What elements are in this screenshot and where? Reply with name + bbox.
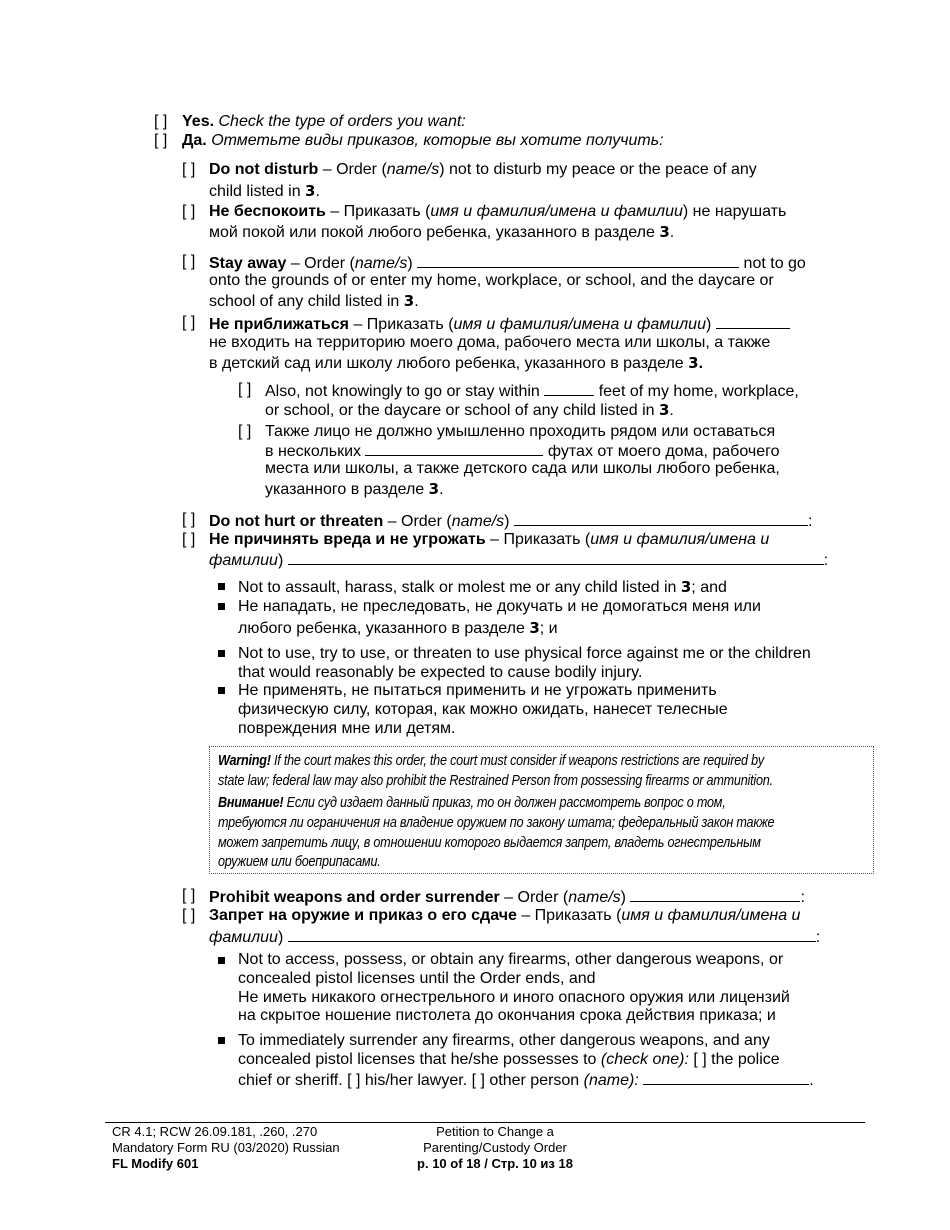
also-text-2: or school, or the daycare or school of any child listed in 3. [265,401,674,419]
warning-ru-3: может запретить лицу, в отношении которого выдается запрет, владеть огнестрельным [218,835,761,851]
weapons-bullet-2-c: chief or sheriff. [ ] his/her lawyer. [ ] other person (name): . [238,1069,814,1091]
warning-ru-2: требуются ли ограничения на владение оружием по закону штата; федеральный закон также [218,815,775,831]
disturb-text: Do not disturb – Order (name/s) not to disturb my peace or the peace of any [209,161,757,178]
weapons-bullet-1: Not to access, possess, or obtain any firearms, other dangerous weapons, or [238,951,784,968]
bullet [218,650,225,657]
weapons-bullet-2: To immediately surrender any firearms, other dangerous weapons, and any [238,1032,770,1049]
weapons-checkbox[interactable]: [ ] [182,887,196,904]
warning-ru-1: Внимание! Если суд издает данный приказ, то он должен рассмотреть вопрос о том, [218,795,726,811]
stay-away-ru-name-field[interactable] [716,313,790,329]
hurt-ru-text: Не причинять вреда и не угрожать – Приказать (имя и фамилия/имена и [209,531,770,548]
hurt-bullet-2-b: that would reasonably be expected to cause bodily injury. [238,664,643,681]
footer-form-id: FL Modify 601 [112,1156,199,1171]
stay-away-text-2: onto the grounds of or enter my home, workplace, or school, and the daycare or [209,272,774,289]
feet-ru-field[interactable] [365,440,543,456]
weapons-bullet-1-b: concealed pistol licenses until the Order ends, and [238,970,596,987]
hurt-bullet-1-ru-2: любого ребенка, указанного в разделе 3; и [238,619,558,637]
hurt-text: Do not hurt or threaten – Order (name/s) : [209,510,812,532]
also-ru-text-4: указанного в разделе 3. [265,480,444,498]
hurt-ru-name-field[interactable] [288,549,824,565]
yes-checkbox[interactable]: [ ] [154,113,168,130]
footer-rcw: CR 4.1; RCW 26.09.181, .260, .270 [112,1124,318,1139]
weapons-text: Prohibit weapons and order surrender – Order (name/s) : [209,886,805,908]
hurt-bullet-2-ru: Не применять, не пытаться применить и не угрожать применить [238,682,717,699]
hurt-bullet-2-ru-3: повреждения мне или детям. [238,720,456,737]
stay-away-ru-text: Не приближаться – Приказать (имя и фамилия/имена и фамилии) [209,313,790,335]
also-checkbox[interactable]: [ ] [238,381,252,398]
hurt-ru-checkbox[interactable]: [ ] [182,531,196,548]
weapons-ru-name-field[interactable] [288,926,816,942]
bullet [218,583,225,590]
other-person-name-field[interactable] [643,1069,809,1085]
bullet [218,603,225,610]
weapons-ru-text: Запрет на оружие и приказ о его сдаче – Приказать (имя и фамилия/имена и [209,907,801,924]
yes-ru-label: Да. Отметьте виды приказов, которые вы хотите получить: [182,132,664,149]
weapons-name-field[interactable] [630,886,800,902]
footer-title-2: Parenting/Custody Order [423,1140,567,1155]
also-ru-text-2: в нескольких футах от моего дома, рабочего [265,440,779,462]
weapons-ru-checkbox[interactable]: [ ] [182,907,196,924]
disturb-checkbox[interactable]: [ ] [182,161,196,178]
feet-field[interactable] [544,380,594,396]
warning-ru-4: оружием или боеприпасами. [218,854,381,870]
disturb-text-2: child listed in 3. [209,182,320,200]
stay-away-ru-text-2: не входить на территорию моего дома, рабочего места или школы, а также [209,334,771,351]
hurt-bullet-2: Not to use, try to use, or threaten to use physical force against me or the children [238,645,811,662]
hurt-bullet-1-ru: Не нападать, не преследовать, не докучать и не домогаться меня или [238,598,761,615]
footer-form: Mandatory Form RU (03/2020) Russian [112,1140,340,1155]
weapons-bullet-1-c: Не иметь никакого огнестрельного и иного опасного оружия или лицензий [238,989,790,1006]
disturb-ru-checkbox[interactable]: [ ] [182,203,196,220]
footer-page-number: p. 10 of 18 / Стр. 10 из 18 [417,1156,573,1171]
footer-rule [105,1122,865,1123]
yes-ru-checkbox[interactable]: [ ] [154,132,168,149]
disturb-ru-text: Не беспокоить – Приказать (имя и фамилия/имена и фамилии) не нарушать [209,203,787,220]
weapons-ru-text-2: фамилии) : [209,926,820,948]
bullet [218,1037,225,1044]
stay-away-ru-text-3: в детский сад или школу любого ребенка, указанного в разделе 3. [209,354,704,372]
stay-away-name-field[interactable] [417,252,739,268]
stay-away-ru-checkbox[interactable]: [ ] [182,314,196,331]
weapons-bullet-1-d: на скрытое ношение пистолета до окончания срока действия приказа; и [238,1007,776,1024]
warning-en-1: Warning! If the court makes this order, the court must consider if weapons restrictions are required by [218,753,764,769]
footer-title-1: Petition to Change a [436,1124,554,1139]
hurt-name-field[interactable] [514,510,808,526]
also-ru-text-3: места или школы, а также детского сада или школы любого ребенка, [265,460,780,477]
bullet [218,957,225,964]
hurt-bullet-2-ru-2: физическую силу, которая, как можно ожидать, нанесет телесные [238,701,728,718]
hurt-bullet-1: Not to assault, harass, stalk or molest me or any child listed in 3; and [238,578,727,596]
warning-en-2: state law; federal law may also prohibit the Restrained Person from possessing firearms or ammunition. [218,773,773,789]
stay-away-text: Stay away – Order (name/s) not to go [209,252,806,274]
stay-away-checkbox[interactable]: [ ] [182,253,196,270]
bullet [218,687,225,694]
hurt-ru-text-2: фамилии) : [209,549,828,571]
disturb-ru-text-2: мой покой или покой любого ребенка, указанного в разделе 3. [209,223,675,241]
hurt-checkbox[interactable]: [ ] [182,511,196,528]
also-text: Also, not knowingly to go or stay within feet of my home, workplace, [265,380,799,402]
stay-away-text-3: school of any child listed in 3. [209,292,419,310]
also-ru-text: Также лицо не должно умышленно проходить рядом или оставаться [265,423,776,440]
also-ru-checkbox[interactable]: [ ] [238,423,252,440]
weapons-bullet-2-b: concealed pistol licenses that he/she possesses to (check one): [ ] the police [238,1051,780,1068]
yes-label: Yes. Check the type of orders you want: [182,113,466,130]
